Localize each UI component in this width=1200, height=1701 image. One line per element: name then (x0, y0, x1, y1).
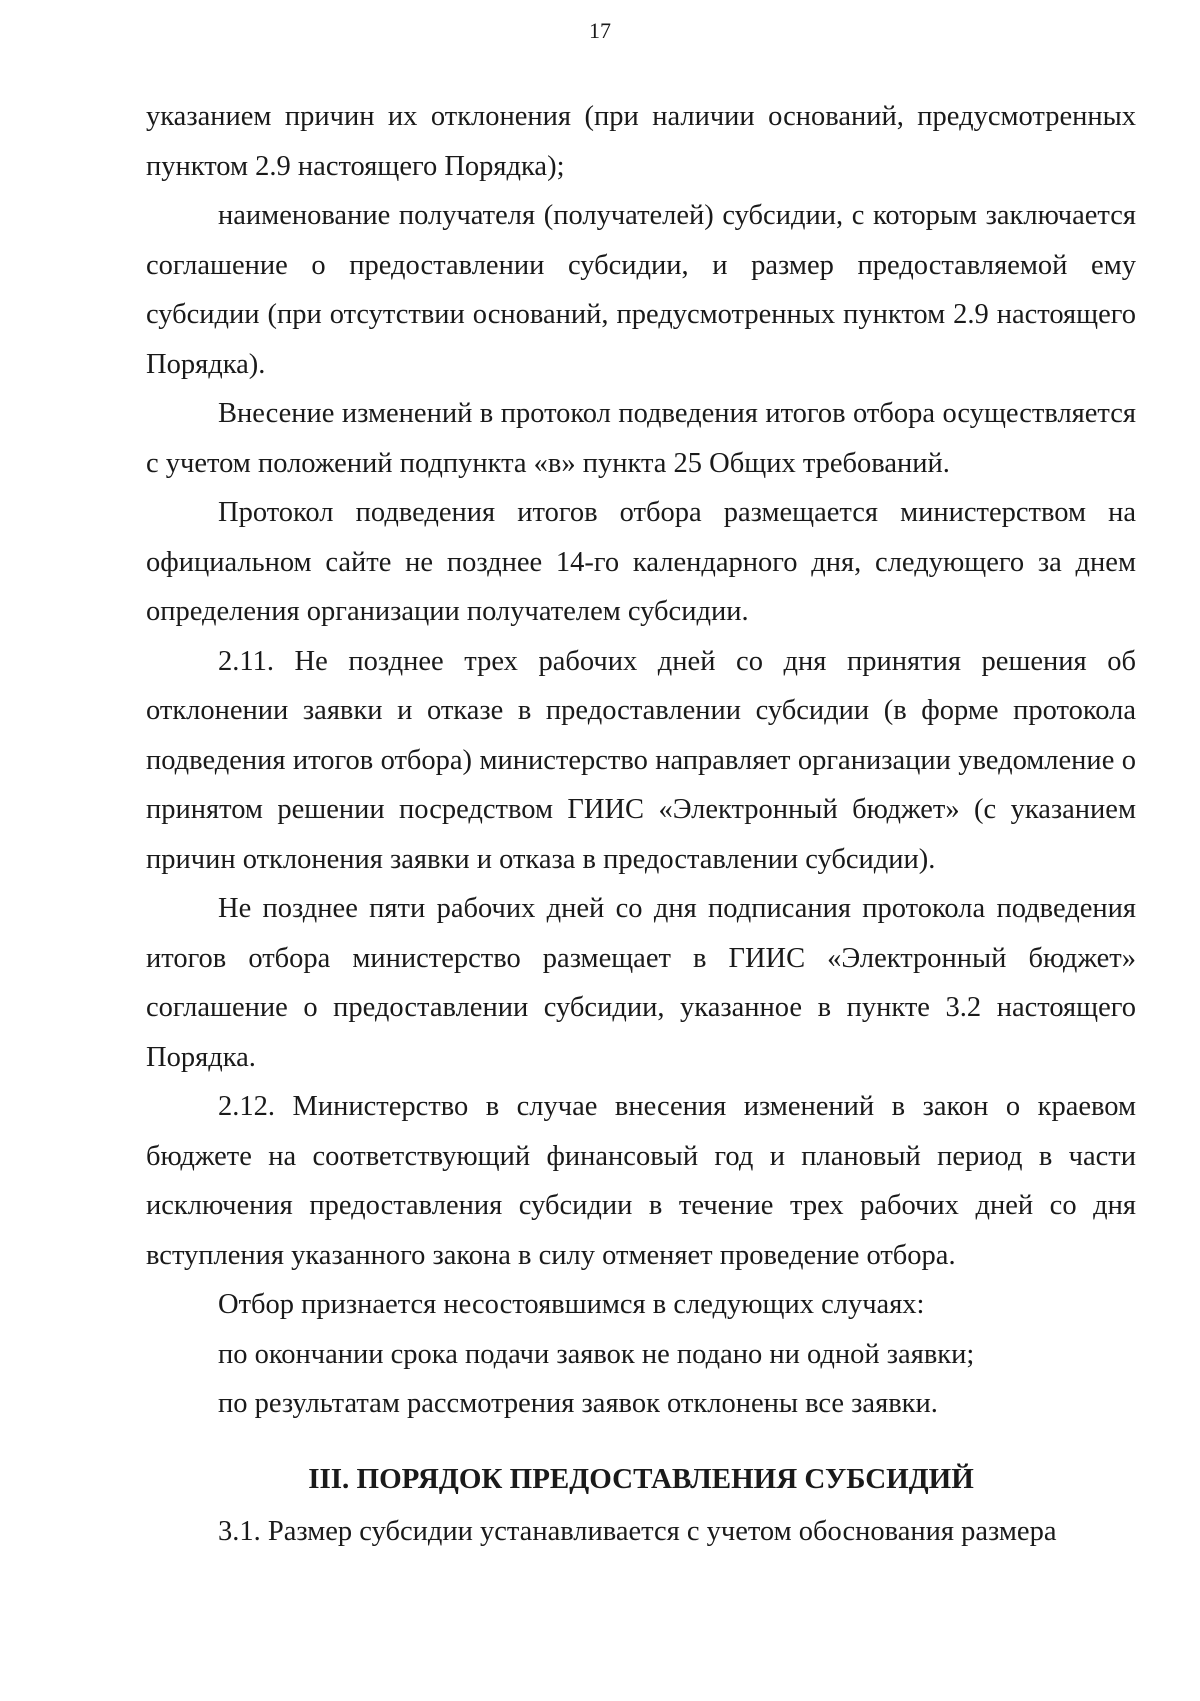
paragraph-4: Протокол подведения итогов отбора размещается министерством на официальном сайте не позднее 14-го календарного дня, следующего за днем определения организации получателем субсидии. (146, 497, 1136, 627)
paragraph-5-clause-2-11: 2.11. Не позднее трех рабочих дней со дня принятия решения об отклонении заявки и отказе в предоставлении субсидии (в форме протокола подведения итогов отбора) министерство направляет организации уведомление о принятом решении посредством ГИИС «Электронный бюджет» (с указанием причин отклонения заявки и отказа в предоставлении субсидии). (146, 645, 1136, 875)
paragraph-10: по результатам рассмотрения заявок отклонены все заявки. (218, 1388, 938, 1419)
paragraph-1: указанием причин их отклонения (при наличии оснований, предусмотренных пунктом 2.9 настоящего Порядка); (146, 101, 1136, 182)
document-body (146, 92, 1136, 1556)
paragraph-2: наименование получателя (получателей) субсидии, с которым заключается соглашение о предоставлении субсидии, и размер предоставляемой ему субсидии (при отсутствии оснований, предусмотренных пунктом 2.9 настоящего Порядка). (146, 200, 1136, 380)
page-number: 17 (589, 18, 611, 43)
paragraph-11-clause-3-1: 3.1. Размер субсидии устанавливается с учетом обоснования размера (218, 1515, 1057, 1547)
paragraph-6: Не позднее пяти рабочих дней со дня подписания протокола подведения итогов отбора министерство размещает в ГИИС «Электронный бюджет» соглашение о предоставлении субсидии, указанное в пункте 3.2 настоящего Порядка. (146, 893, 1136, 1073)
paragraph-3: Внесение изменений в протокол подведения итогов отбора осуществляется с учетом положений подпункта «в» пункта 25 Общих требований. (146, 398, 1136, 479)
paragraph-7-clause-2-12: 2.12. Министерство в случае внесения изменений в закон о краевом бюджете на соответствующий финансовый год и плановый период в части исключения предоставления субсидии в течение трех рабочих дней со дня вступления указанного закона в силу отменяет проведение отбора. (146, 1091, 1136, 1271)
paragraph-8: Отбор признается несостоявшимся в следующих случаях: (218, 1289, 925, 1320)
paragraph-9: по окончании срока подачи заявок не подано ни одной заявки; (218, 1338, 975, 1370)
section-heading: III. ПОРЯДОК ПРЕДОСТАВЛЕНИЯ СУБСИДИЙ (308, 1462, 974, 1495)
